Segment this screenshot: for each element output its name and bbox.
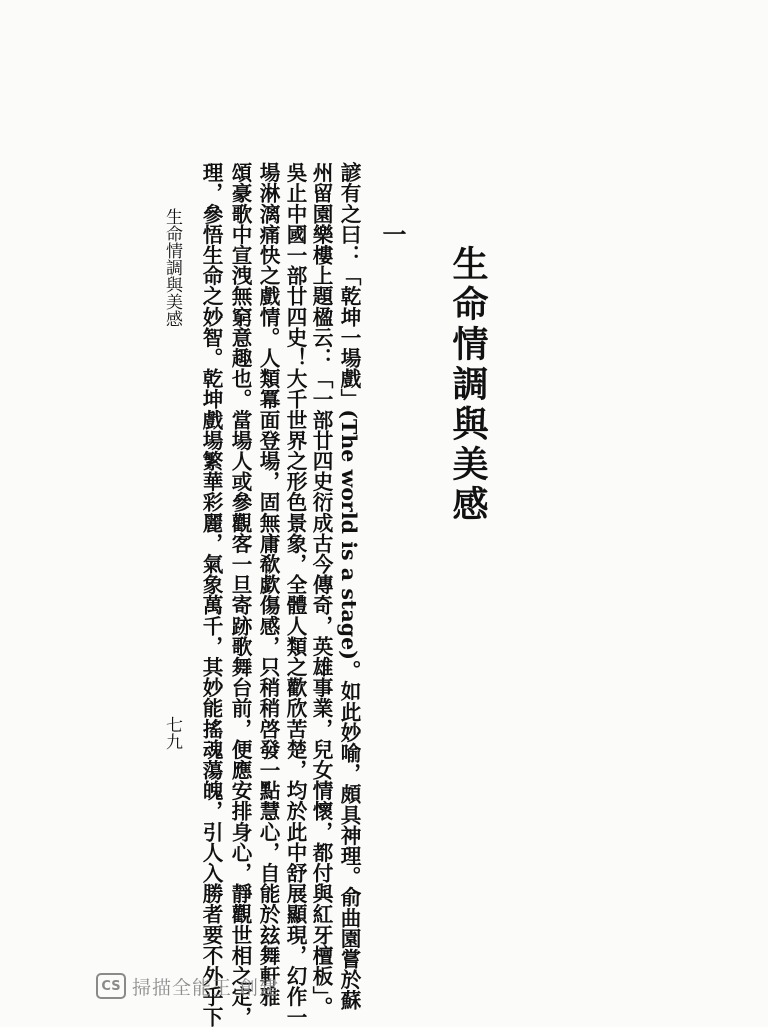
body-text-line: 諺有之曰：「乾坤一場戲」(The world is a stage)。如此妙喻，頗具神理。俞曲園嘗於蘇 xyxy=(337,162,361,1011)
page-number: 七九 xyxy=(162,716,182,750)
body-text-line: 州留園樂樓上題楹云：「一部廿四史衍成古今傳奇，英雄事業，兒女情懷，都付與紅牙檀板」。 xyxy=(309,162,333,1017)
scanner-watermark xyxy=(96,972,279,1000)
body-text-line: 吳止中國一部廿四史！大千世界之形色景象，全體人類之歡欣苦楚，均於此中舒展顯現，幻作一 xyxy=(283,162,307,1027)
running-head: 生命情調與美感 xyxy=(162,208,182,327)
section-number: 一 xyxy=(378,222,407,246)
body-text-line: 頌豪歌中宣洩無窮意趣也。當場人或參觀客一旦寄跡歌舞台前，便應安排身心，靜觀世相之定， xyxy=(228,162,252,1027)
body-text-line: 理，參悟生命之妙智。乾坤戲場繁華彩麗，氣象萬千，其妙能搖魂蕩魄，引人入勝者要不外乎下 xyxy=(199,162,223,1027)
camscanner-logo-icon: CS xyxy=(96,973,126,999)
body-text-line: 場淋漓痛快之戲情。人類冪面登場，固無庸欷歔傷感，只稍稍啓發一點慧心，自能於玆舞軒雅 xyxy=(256,162,280,1007)
watermark-text: 掃描全能王 創建 xyxy=(132,976,280,999)
chapter-title: 生命情調與美感 xyxy=(447,245,489,525)
